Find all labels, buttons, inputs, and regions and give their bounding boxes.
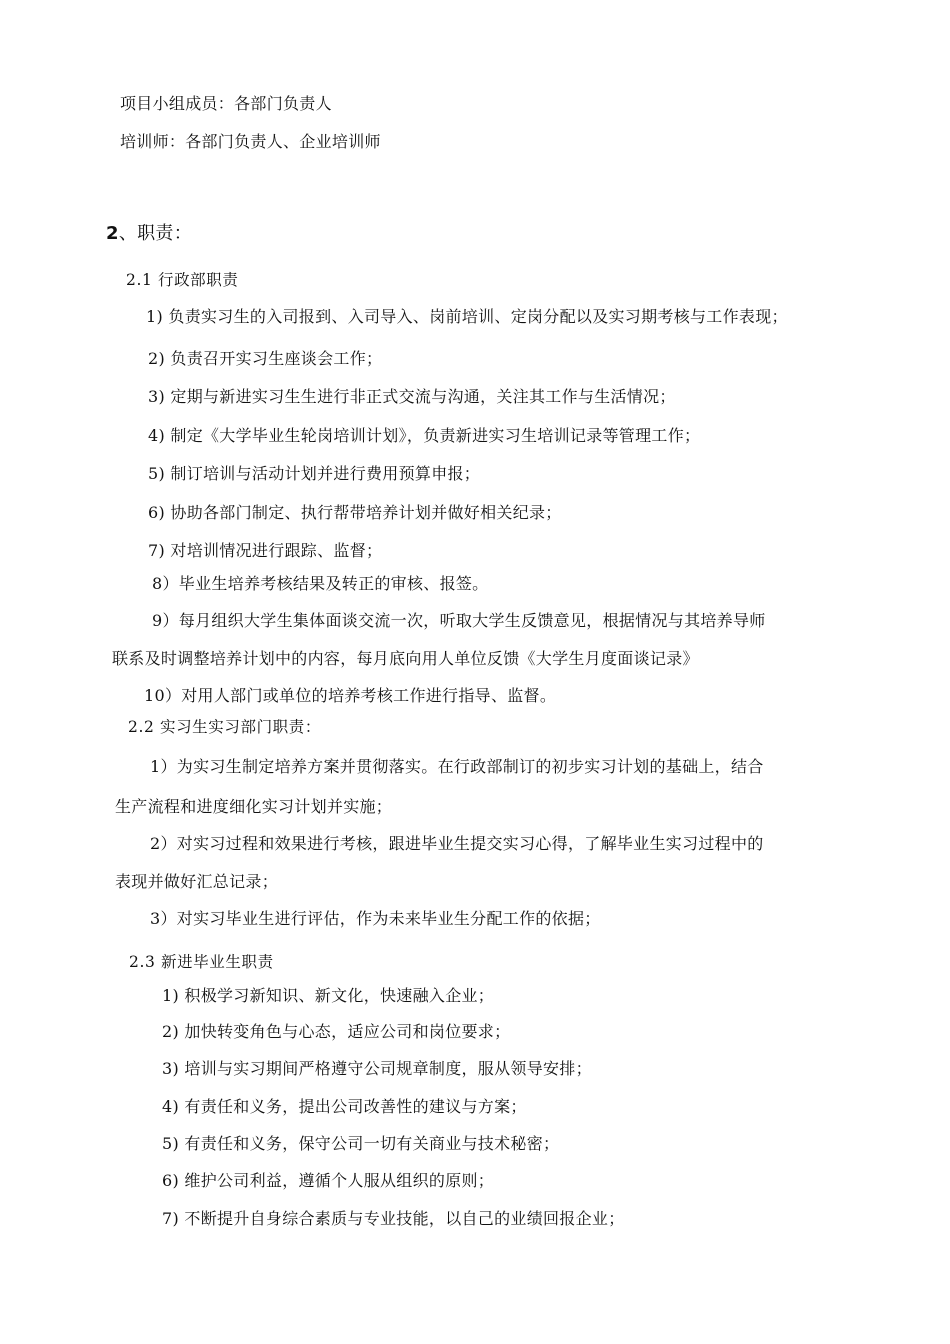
- list-item-continuation: 生产流程和进度细化实习计划并实施；: [115, 797, 393, 816]
- list-item: 7) 不断提升自身综合素质与专业技能，以自己的业绩回报企业；: [162, 1209, 625, 1228]
- list-item-continuation: 表现并做好汇总记录；: [115, 872, 279, 891]
- list-item: 3）对实习毕业生进行评估，作为未来毕业生分配工作的依据；: [150, 909, 601, 928]
- list-item: 6) 协助各部门制定、执行帮带培养计划并做好相关纪录；: [148, 503, 562, 522]
- section-2-1-title: 2.1 行政部职责: [126, 271, 239, 289]
- list-item: 9）每月组织大学生集体面谈交流一次，听取大学生反馈意见，根据情况与其培养导师: [152, 611, 766, 630]
- section-2-number: 2: [106, 223, 119, 244]
- section-2-heading: [106, 223, 192, 245]
- list-item: 1) 积极学习新知识、新文化，快速融入企业；: [162, 986, 495, 1005]
- project-members-line: 项目小组成员：各部门负责人: [120, 94, 332, 113]
- list-item: 5) 有责任和义务，保守公司一切有关商业与技术秘密；: [162, 1134, 560, 1153]
- list-item: 5) 制订培训与活动计划并进行费用预算申报；: [148, 464, 481, 483]
- section-2-title: 、职责：: [118, 223, 193, 244]
- list-item: 4) 有责任和义务，提出公司改善性的建议与方案；: [162, 1097, 527, 1116]
- list-item: 8）毕业生培养考核结果及转正的审核、报签。: [152, 574, 489, 593]
- list-item: 3) 培训与实习期间严格遵守公司规章制度，服从领导安排；: [162, 1059, 592, 1078]
- list-item: 3) 定期与新进实习生生进行非正式交流与沟通，关注其工作与生活情况；: [148, 387, 676, 406]
- section-2-2-title: 2.2 实习生实习部门职责：: [128, 718, 321, 736]
- trainers-line: 培训师：各部门负责人、企业培训师: [120, 132, 381, 151]
- list-item: 7) 对培训情况进行跟踪、监督；: [148, 541, 383, 560]
- list-item: 10）对用人部门或单位的培养考核工作进行指导、监督。: [144, 686, 557, 705]
- section-2-3-title: 2.3 新进毕业生职责: [129, 953, 274, 971]
- list-item: 6) 维护公司利益，遵循个人服从组织的原则；: [162, 1171, 495, 1190]
- list-item: 2）对实习过程和效果进行考核，跟进毕业生提交实习心得，了解毕业生实习过程中的: [150, 834, 764, 853]
- list-item-continuation: 联系及时调整培养计划中的内容，每月底向用人单位反馈《大学生月度面谈记录》: [112, 649, 699, 668]
- list-item: 1）为实习生制定培养方案并贯彻落实。在行政部制订的初步实习计划的基础上，结合: [150, 757, 764, 776]
- list-item: 1) 负责实习生的入司报到、入司导入、岗前培训、定岗分配以及实习期考核与工作表现；: [146, 307, 788, 326]
- list-item: 2) 负责召开实习生座谈会工作；: [148, 349, 383, 368]
- list-item: 2) 加快转变角色与心态，适应公司和岗位要求；: [162, 1022, 511, 1041]
- list-item: 4) 制定《大学毕业生轮岗培训计划》，负责新进实习生培训记录等管理工作；: [148, 426, 701, 445]
